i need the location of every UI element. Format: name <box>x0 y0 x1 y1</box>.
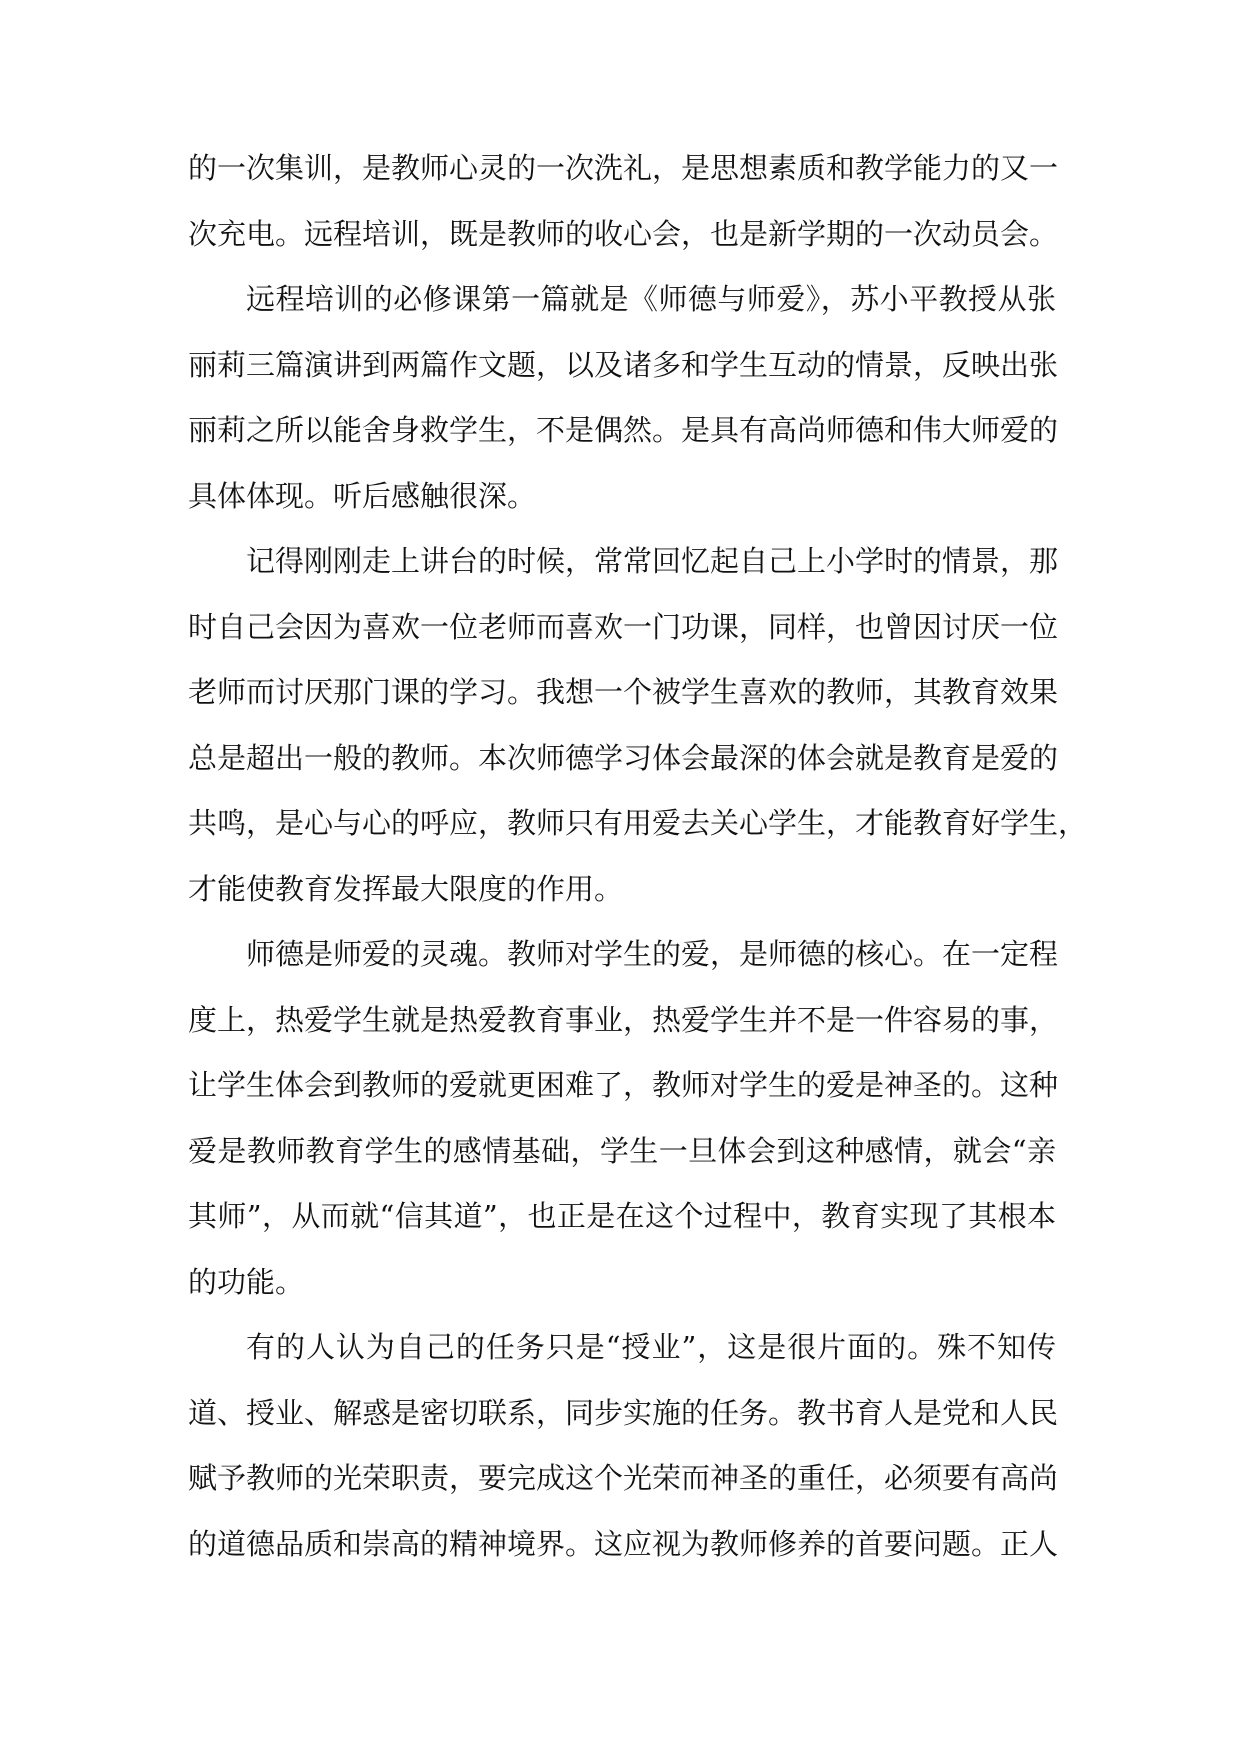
text-line: 的一次集训，是教师心灵的一次洗礼，是思想素质和教学能力的又一 <box>188 151 1059 185</box>
document-body <box>188 151 1088 1592</box>
text-line: 爱是教师教育学生的感情基础，学生一旦体会到这种感情，就会“亲 <box>188 1133 1056 1168</box>
text-line: 其师”，从而就“信其道”，也正是在这个过程中，教育实现了其根本 <box>188 1199 1056 1233</box>
text-line: 老师而讨厌那门课的学习。我想一个被学生喜欢的教师，其教育效果 <box>188 675 1059 709</box>
paragraph-first-line: 远程培训的必修课第一篇就是《师德与师爱》，苏小平教授从张 <box>246 282 1056 316</box>
text-line: 赋予教师的光荣职责，要完成这个光荣而神圣的重任，必须要有高尚 <box>188 1461 1059 1495</box>
text-line: 共鸣，是心与心的呼应，教师只有用爱去关心学生，才能教育好学生， <box>188 806 1088 840</box>
text-line: 丽莉之所以能舍身救学生，不是偶然。是具有高尚师德和伟大师爱的 <box>188 413 1059 447</box>
paragraph-first-line: 师德是师爱的灵魂。教师对学生的爱，是师德的核心。在一定程 <box>246 937 1059 971</box>
text-line: 时自己会因为喜欢一位老师而喜欢一门功课，同样，也曾因讨厌一位 <box>188 609 1059 644</box>
text-line: 的道德品质和崇高的精神境界。这应视为教师修养的首要问题。正人 <box>188 1526 1059 1561</box>
paragraph-first-line: 记得刚刚走上讲台的时候，常常回忆起自己上小学时的情景，那 <box>246 544 1059 578</box>
text-line: 总是超出一般的教师。本次师德学习体会最深的体会就是教育是爱的 <box>188 740 1059 775</box>
text-line: 次充电。远程培训，既是教师的收心会，也是新学期的一次动员会。 <box>188 216 1059 251</box>
paragraph-last-line: 才能使教育发挥最大限度的作用。 <box>188 871 624 906</box>
paragraph-last-line: 具体体现。听后感触很深。 <box>188 478 537 513</box>
paragraph-first-line: 有的人认为自己的任务只是“授业”，这是很片面的。殊不知传 <box>246 1330 1056 1364</box>
text-line: 让学生体会到教师的爱就更困难了，教师对学生的爱是神圣的。这种 <box>188 1068 1059 1102</box>
paragraph-last-line: 的功能。 <box>188 1264 305 1299</box>
text-line: 道、授业、解惑是密切联系，同步实施的任务。教书育人是党和人民 <box>188 1395 1059 1430</box>
text-line: 丽莉三篇演讲到两篇作文题，以及诸多和学生互动的情景，反映出张 <box>188 347 1059 382</box>
text-line: 度上，热爱学生就是热爱教育事业，热爱学生并不是一件容易的事， <box>188 1002 1059 1037</box>
